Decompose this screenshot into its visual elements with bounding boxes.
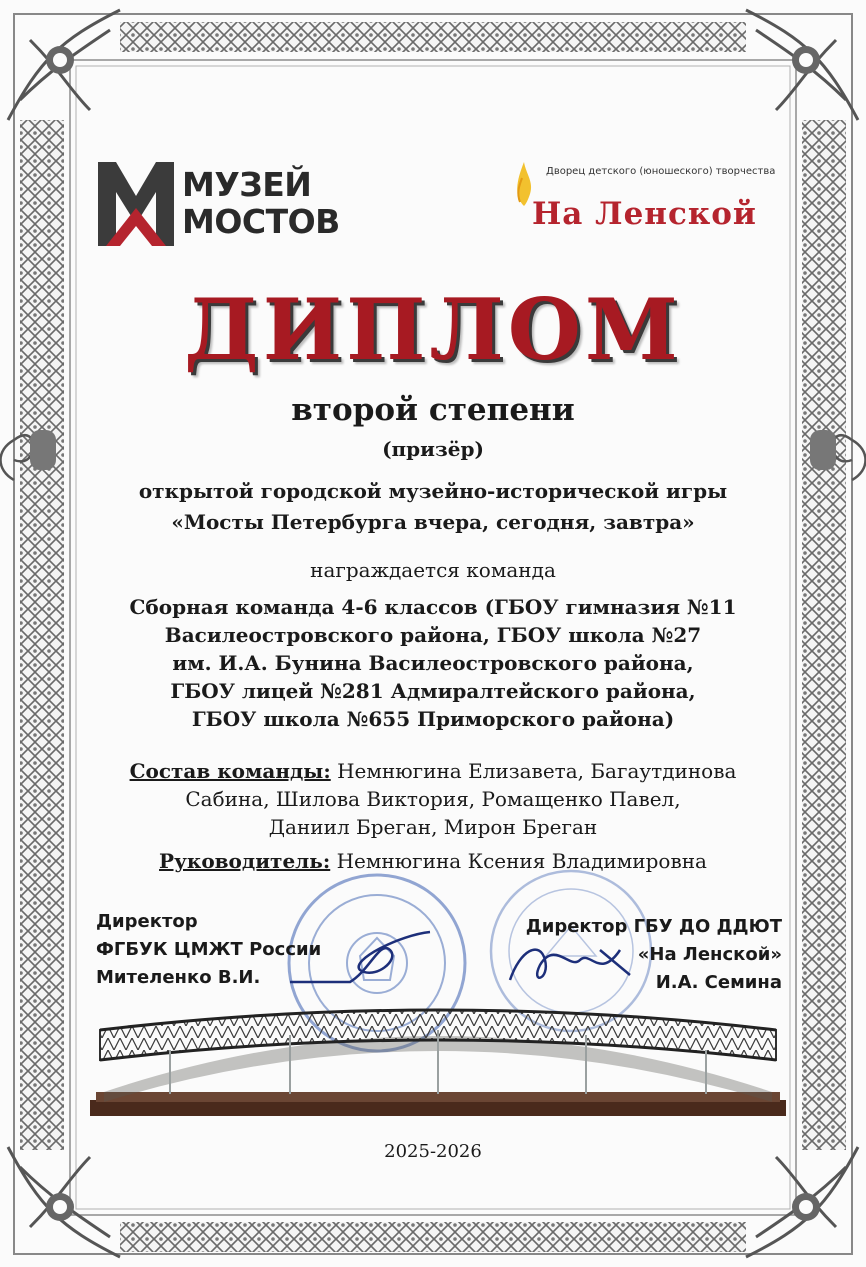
team-line: ГБОУ школа №655 Приморского района)	[191, 707, 675, 731]
diploma-degree: второй степени	[291, 392, 575, 428]
signature-block-left	[96, 908, 321, 992]
palace-na-lenskoy-logo	[512, 162, 776, 242]
museum-logo-line1: МУЗЕЙ	[182, 165, 312, 204]
museum-logo-text	[182, 166, 340, 240]
awarded-text: награждается команда	[310, 558, 556, 582]
museum-of-bridges-logo	[98, 162, 338, 248]
team-line: им. И.А. Бунина Василеостровского района,	[172, 651, 694, 675]
sig-right-line: «На Ленской»	[637, 944, 782, 965]
members-line: Немнюгина Елизавета, Багаутдинова	[330, 759, 737, 783]
sig-right-line: Директор ГБУ ДО ДДЮТ	[525, 916, 782, 937]
team-members	[0, 757, 866, 841]
sig-left-line: ФГБУК ЦМЖТ России	[96, 939, 322, 960]
museum-logo-line2: МОСТОВ	[182, 202, 340, 241]
diploma-title: ДИПЛОМ	[184, 280, 682, 379]
members-label: Состав команды:	[129, 759, 331, 783]
sig-left-line: Мителенко В.И.	[96, 967, 261, 988]
palace-logo-subtitle: Дворец детского (юношеского) творчества	[546, 166, 776, 177]
game-name: «Мосты Петербурга вчера, сегодня, завтра»	[171, 510, 695, 534]
leader-label: Руководитель:	[159, 849, 331, 873]
game-description: открытой городской музейно-исторической игры	[138, 479, 728, 503]
bridge-model-image	[90, 990, 786, 1130]
leader-name: Немнюгина Ксения Владимировна	[330, 849, 707, 873]
palace-logo-name: На Ленской	[532, 196, 757, 232]
members-line: Даниил Бреган, Мирон Бреган	[268, 815, 598, 839]
team-line: ГБОУ лицей №281 Адмиралтейского района,	[170, 679, 696, 703]
team-line: Сборная команда 4-6 классов (ГБОУ гимназия №11	[129, 595, 737, 619]
sig-right-line: И.А. Семина	[655, 972, 782, 993]
members-line: Сабина, Шилова Виктория, Ромащенко Павел,	[185, 787, 681, 811]
team-name-block	[0, 593, 866, 733]
team-line: Василеостровского района, ГБОУ школа №27	[164, 623, 702, 647]
signature-block-right	[500, 913, 782, 997]
academic-year: 2025-2026	[384, 1141, 482, 1162]
sig-left-line: Директор	[96, 911, 198, 932]
diploma-prize-status: (призёр)	[382, 437, 484, 461]
museum-logo-mark-icon	[98, 162, 174, 246]
